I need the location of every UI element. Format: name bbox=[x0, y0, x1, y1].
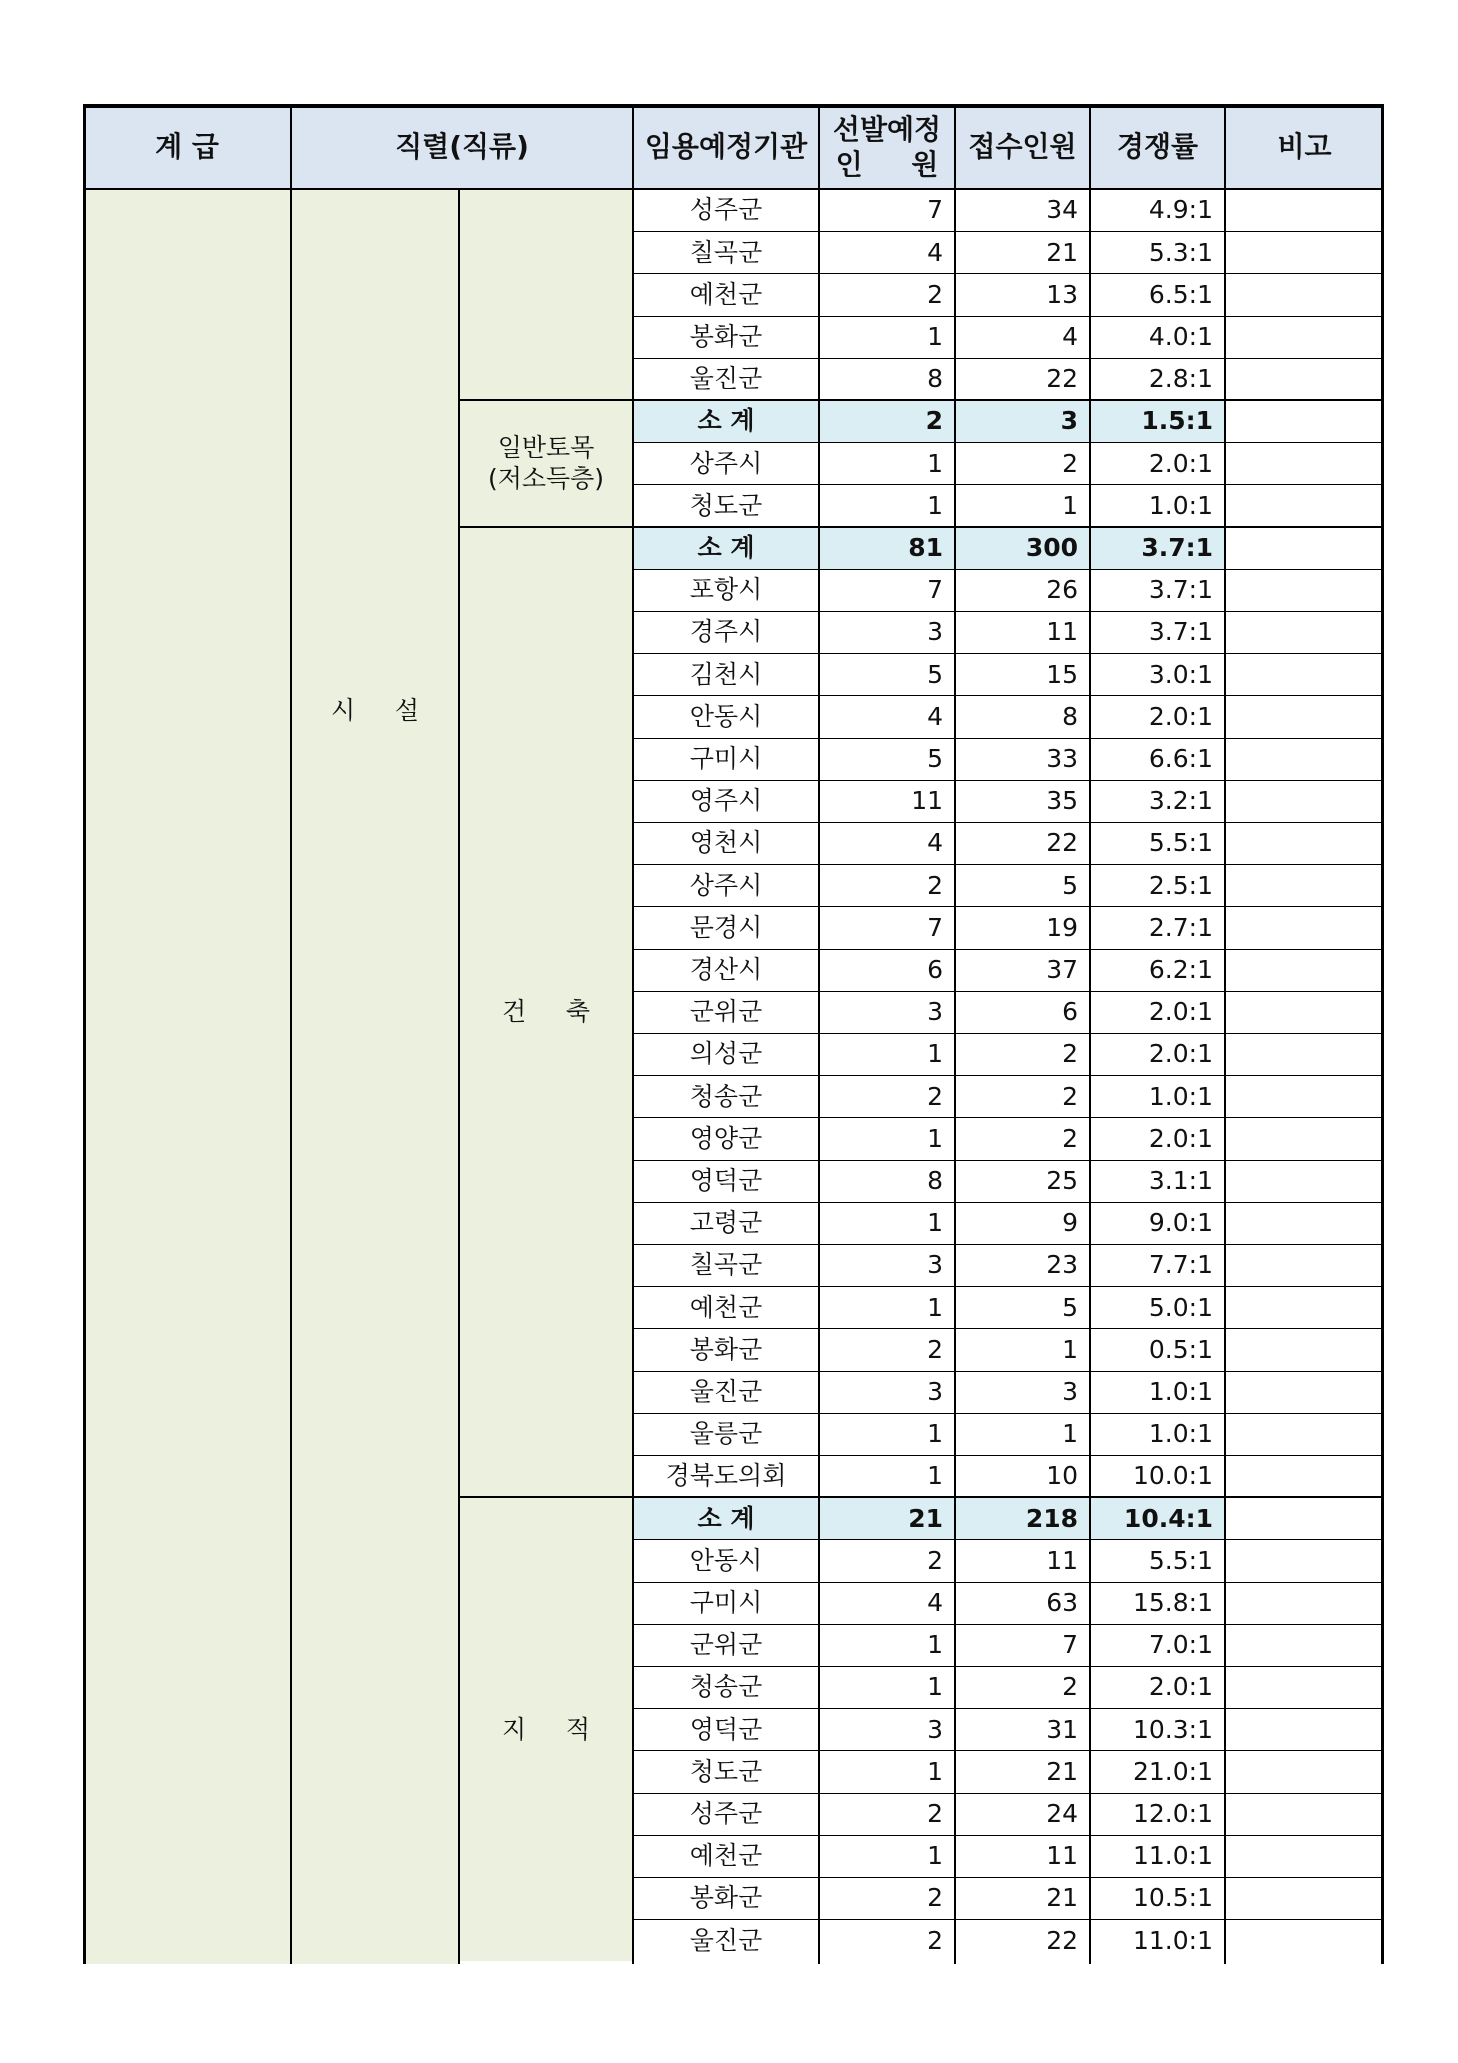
table-row-ratio: 1.0:1 bbox=[1148, 1081, 1213, 1111]
grid-line-horizontal bbox=[633, 1497, 1384, 1498]
grid-line-vertical bbox=[632, 104, 634, 1964]
header-grade: 계 급 bbox=[83, 104, 291, 189]
table-row-planned: 5 bbox=[927, 659, 943, 689]
grid-line-horizontal bbox=[633, 949, 1384, 950]
grid-line-horizontal bbox=[633, 1160, 1384, 1161]
grid-line-horizontal bbox=[633, 1539, 1384, 1540]
table-row-agency: 예천군 bbox=[689, 1841, 763, 1871]
table-row-planned: 2 bbox=[927, 1925, 943, 1955]
table-row-ratio: 2.0:1 bbox=[1148, 448, 1213, 478]
table-row-applicants: 10 bbox=[1046, 1461, 1078, 1491]
subtotal-row-applicants: 218 bbox=[955, 1497, 1090, 1539]
subtotal-row-note bbox=[1225, 1497, 1384, 1539]
table-row-note bbox=[1225, 1539, 1384, 1581]
table-row-ratio: 7.0:1 bbox=[1148, 1630, 1213, 1660]
table-row-applicants: 21 bbox=[1046, 1883, 1078, 1913]
table-row-agency: 봉화군 bbox=[689, 322, 763, 352]
subtotal-row-agency: 소 계 bbox=[633, 1497, 819, 1539]
table-row-planned: 3 bbox=[927, 1714, 943, 1744]
header-note: 비고 bbox=[1225, 104, 1384, 189]
table-row-note bbox=[1225, 864, 1384, 906]
table-row-note bbox=[1225, 1666, 1384, 1708]
table-row-note bbox=[1225, 1244, 1384, 1286]
table-row-note bbox=[1225, 1455, 1384, 1497]
table-row-planned: 6 bbox=[927, 955, 943, 985]
table-row-applicants: 22 bbox=[1046, 364, 1078, 394]
table-row-agency: 청도군 bbox=[689, 490, 763, 520]
table-row-planned: 7 bbox=[927, 195, 943, 225]
table-row-ratio: 4.9:1 bbox=[1148, 195, 1213, 225]
grid-line-horizontal bbox=[633, 484, 1384, 485]
table-row-ratio: 2.0:1 bbox=[1148, 997, 1213, 1027]
table-row-planned: 1 bbox=[927, 490, 943, 520]
grid-line-vertical bbox=[1089, 104, 1091, 1964]
table-row-agency: 영주시 bbox=[689, 786, 763, 816]
table-row-planned: 1 bbox=[927, 1123, 943, 1153]
table-row-ratio: 1.0:1 bbox=[1148, 1419, 1213, 1449]
table-row-agency: 예천군 bbox=[689, 279, 763, 309]
table-row-note bbox=[1225, 358, 1384, 400]
table-row-applicants: 34 bbox=[1046, 195, 1078, 225]
table-row-planned: 1 bbox=[927, 448, 943, 478]
table-row-note bbox=[1225, 822, 1384, 864]
section-name-cell bbox=[459, 400, 633, 527]
table-row-planned: 11 bbox=[911, 786, 943, 816]
table-row-agency: 군위군 bbox=[689, 1630, 763, 1660]
table-row-applicants: 22 bbox=[1046, 1925, 1078, 1955]
grid-line-horizontal bbox=[83, 188, 1384, 190]
table-row-planned: 2 bbox=[927, 1799, 943, 1829]
table-row-agency: 청송군 bbox=[689, 1081, 763, 1111]
table-row-planned: 3 bbox=[927, 617, 943, 647]
table-row-agency: 상주시 bbox=[689, 448, 763, 478]
grid-line-horizontal bbox=[633, 358, 1384, 359]
table-row-agency: 문경시 bbox=[689, 912, 763, 942]
grid-line-horizontal bbox=[633, 231, 1384, 232]
grid-line-horizontal bbox=[633, 991, 1384, 992]
grid-line-horizontal bbox=[633, 1244, 1384, 1245]
table-row-planned: 1 bbox=[927, 1841, 943, 1871]
section-name-line: 지 적 bbox=[501, 1714, 591, 1744]
table-row-ratio: 2.8:1 bbox=[1148, 364, 1213, 394]
table-row-applicants: 5 bbox=[1062, 870, 1078, 900]
recruitment-table bbox=[83, 104, 1384, 1964]
table-row-ratio: 3.2:1 bbox=[1148, 786, 1213, 816]
table-row-agency: 울릉군 bbox=[689, 1419, 763, 1449]
section-name-cell bbox=[459, 527, 633, 1498]
table-row-applicants: 5 bbox=[1062, 1292, 1078, 1322]
grid-line-horizontal bbox=[633, 1835, 1384, 1836]
table-row-applicants: 2 bbox=[1062, 448, 1078, 478]
grid-line-horizontal bbox=[633, 400, 1384, 401]
table-row-applicants: 37 bbox=[1046, 955, 1078, 985]
table-row-planned: 2 bbox=[927, 1883, 943, 1913]
table-row-planned: 1 bbox=[927, 1461, 943, 1491]
grid-line-horizontal bbox=[633, 1413, 1384, 1414]
table-row-ratio: 15.8:1 bbox=[1133, 1588, 1213, 1618]
table-row-planned: 1 bbox=[927, 1630, 943, 1660]
table-row-note bbox=[1225, 1877, 1384, 1919]
table-row-ratio: 2.5:1 bbox=[1148, 870, 1213, 900]
subtotal-row-ratio: 3.7:1 bbox=[1090, 527, 1225, 569]
table-row-planned: 1 bbox=[927, 1419, 943, 1449]
grade-cell bbox=[83, 189, 291, 1964]
table-row-planned: 4 bbox=[927, 828, 943, 858]
table-row-agency: 경북도의회 bbox=[665, 1461, 787, 1491]
grid-line-horizontal bbox=[633, 442, 1384, 443]
subtotal-row-note bbox=[1225, 400, 1384, 442]
table-row-ratio: 11.0:1 bbox=[1133, 1925, 1213, 1955]
table-row-agency: 칠곡군 bbox=[689, 237, 763, 267]
series-name: 시 설 bbox=[330, 696, 420, 725]
header-planned-line1: 선발예정 bbox=[832, 112, 942, 146]
table-row-note bbox=[1225, 273, 1384, 315]
table-row-note bbox=[1225, 1919, 1384, 1961]
table-row-planned: 8 bbox=[927, 1166, 943, 1196]
table-row-ratio: 3.7:1 bbox=[1148, 617, 1213, 647]
grid-line-horizontal bbox=[633, 1286, 1384, 1287]
table-row-note bbox=[1225, 442, 1384, 484]
table-row-agency: 울진군 bbox=[689, 1377, 763, 1407]
table-row-planned: 1 bbox=[927, 1672, 943, 1702]
table-row-applicants: 33 bbox=[1046, 744, 1078, 774]
table-row-note bbox=[1225, 695, 1384, 737]
table-row-note bbox=[1225, 1328, 1384, 1370]
table-row-planned: 1 bbox=[927, 1756, 943, 1786]
table-row-ratio: 3.1:1 bbox=[1148, 1166, 1213, 1196]
table-row-applicants: 24 bbox=[1046, 1799, 1078, 1829]
table-row-note bbox=[1225, 780, 1384, 822]
table-row-planned: 7 bbox=[927, 575, 943, 605]
table-row-planned: 4 bbox=[927, 701, 943, 731]
table-row-agency: 영양군 bbox=[689, 1123, 763, 1153]
table-row-planned: 3 bbox=[927, 1377, 943, 1407]
table-row-applicants: 9 bbox=[1062, 1208, 1078, 1238]
table-row-agency: 구미시 bbox=[689, 1588, 763, 1618]
table-row-note bbox=[1225, 316, 1384, 358]
table-row-ratio: 3.7:1 bbox=[1148, 575, 1213, 605]
table-row-planned: 1 bbox=[927, 1208, 943, 1238]
grid-line-horizontal bbox=[633, 1750, 1384, 1751]
table-row-ratio: 7.7:1 bbox=[1148, 1250, 1213, 1280]
table-row-applicants: 2 bbox=[1062, 1123, 1078, 1153]
table-row-planned: 2 bbox=[927, 870, 943, 900]
table-row-applicants: 2 bbox=[1062, 1672, 1078, 1702]
section-name-cell bbox=[459, 1497, 633, 1961]
header-ratio: 경쟁률 bbox=[1090, 104, 1225, 189]
table-row-agency: 청송군 bbox=[689, 1672, 763, 1702]
table-row-agency: 경산시 bbox=[689, 955, 763, 985]
table-row-applicants: 3 bbox=[1062, 1377, 1078, 1407]
table-row-note bbox=[1225, 569, 1384, 611]
table-row-planned: 2 bbox=[927, 1081, 943, 1111]
grid-line-vertical bbox=[818, 104, 820, 1964]
table-row-applicants: 31 bbox=[1046, 1714, 1078, 1744]
table-row-applicants: 8 bbox=[1062, 701, 1078, 731]
header-planned bbox=[819, 104, 955, 189]
table-row-agency: 성주군 bbox=[689, 195, 763, 225]
table-row-applicants: 35 bbox=[1046, 786, 1078, 816]
table-row-planned: 2 bbox=[927, 1545, 943, 1575]
table-row-note bbox=[1225, 1750, 1384, 1792]
header-applicants: 접수인원 bbox=[955, 104, 1090, 189]
table-row-applicants: 23 bbox=[1046, 1250, 1078, 1280]
table-row-ratio: 12.0:1 bbox=[1133, 1799, 1213, 1829]
table-row-planned: 1 bbox=[927, 322, 943, 352]
table-row-agency: 봉화군 bbox=[689, 1883, 763, 1913]
table-row-ratio: 2.0:1 bbox=[1148, 1123, 1213, 1153]
table-row-agency: 칠곡군 bbox=[689, 1250, 763, 1280]
table-row-ratio: 1.0:1 bbox=[1148, 1377, 1213, 1407]
table-row-applicants: 11 bbox=[1046, 1841, 1078, 1871]
table-row-planned: 7 bbox=[927, 912, 943, 942]
table-row-planned: 5 bbox=[927, 744, 943, 774]
grid-line-horizontal bbox=[633, 1371, 1384, 1372]
grid-line-horizontal bbox=[633, 822, 1384, 823]
table-row-applicants: 4 bbox=[1062, 322, 1078, 352]
table-row-applicants: 1 bbox=[1062, 490, 1078, 520]
table-row-applicants: 11 bbox=[1046, 1545, 1078, 1575]
grid-line-horizontal bbox=[633, 1793, 1384, 1794]
grid-line-horizontal bbox=[633, 653, 1384, 654]
table-row-note bbox=[1225, 906, 1384, 948]
table-row-ratio: 5.0:1 bbox=[1148, 1292, 1213, 1322]
table-row-note bbox=[1225, 1371, 1384, 1413]
subtotal-row-applicants: 3 bbox=[955, 400, 1090, 442]
section-name-line: 일반토목 bbox=[497, 433, 595, 463]
table-row-planned: 4 bbox=[927, 1588, 943, 1618]
grid-line-horizontal bbox=[633, 695, 1384, 696]
grid-line-horizontal bbox=[633, 1202, 1384, 1203]
grid-line-horizontal bbox=[633, 864, 1384, 865]
header-planned-line2: 인 원 bbox=[835, 147, 939, 181]
table-row-planned: 1 bbox=[927, 1039, 943, 1069]
table-row-planned: 2 bbox=[927, 1334, 943, 1364]
grid-line-horizontal bbox=[633, 1582, 1384, 1583]
subtotal-row-agency: 소 계 bbox=[633, 527, 819, 569]
table-row-planned: 8 bbox=[927, 364, 943, 394]
subtotal-row-applicants: 300 bbox=[955, 527, 1090, 569]
table-row-agency: 청도군 bbox=[689, 1756, 763, 1786]
header-agency: 임용예정기관 bbox=[633, 104, 819, 189]
table-row-applicants: 21 bbox=[1046, 237, 1078, 267]
table-row-applicants: 7 bbox=[1062, 1630, 1078, 1660]
section-name-line: (저소득층) bbox=[487, 464, 605, 494]
table-row-note bbox=[1225, 949, 1384, 991]
table-row-applicants: 15 bbox=[1046, 659, 1078, 689]
subtotal-row-planned: 21 bbox=[819, 1497, 955, 1539]
table-row-ratio: 1.0:1 bbox=[1148, 490, 1213, 520]
table-row-applicants: 11 bbox=[1046, 617, 1078, 647]
table-row-note bbox=[1225, 189, 1384, 231]
table-row-planned: 3 bbox=[927, 997, 943, 1027]
table-row-applicants: 2 bbox=[1062, 1081, 1078, 1111]
subtotal-row-ratio: 1.5:1 bbox=[1090, 400, 1225, 442]
table-row-applicants: 1 bbox=[1062, 1334, 1078, 1364]
table-row-applicants: 26 bbox=[1046, 575, 1078, 605]
table-row-note bbox=[1225, 1708, 1384, 1750]
series-cell bbox=[291, 189, 459, 1964]
table-row-note bbox=[1225, 1624, 1384, 1666]
grid-line-horizontal bbox=[633, 611, 1384, 612]
grid-line-horizontal bbox=[633, 906, 1384, 907]
subtotal-row-note bbox=[1225, 527, 1384, 569]
table-row-applicants: 13 bbox=[1046, 279, 1078, 309]
table-row-applicants: 19 bbox=[1046, 912, 1078, 942]
table-row-note bbox=[1225, 1835, 1384, 1877]
table-row-agency: 안동시 bbox=[689, 1545, 763, 1575]
table-row-ratio: 6.5:1 bbox=[1148, 279, 1213, 309]
table-row-note bbox=[1225, 991, 1384, 1033]
grid-line-horizontal bbox=[633, 569, 1384, 570]
grid-line-horizontal bbox=[633, 527, 1384, 528]
table-row-note bbox=[1225, 738, 1384, 780]
table-row-agency: 영천시 bbox=[689, 828, 763, 858]
table-row-ratio: 10.0:1 bbox=[1133, 1461, 1213, 1491]
grid-line-vertical bbox=[458, 189, 460, 1964]
table-row-agency: 성주군 bbox=[689, 1799, 763, 1829]
table-row-agency: 봉화군 bbox=[689, 1334, 763, 1364]
table-row-note bbox=[1225, 1202, 1384, 1244]
subtotal-row-ratio: 10.4:1 bbox=[1090, 1497, 1225, 1539]
table-row-applicants: 2 bbox=[1062, 1039, 1078, 1069]
grid-line-horizontal bbox=[633, 273, 1384, 274]
table-row-applicants: 63 bbox=[1046, 1588, 1078, 1618]
table-row-ratio: 10.5:1 bbox=[1133, 1883, 1213, 1913]
table-row-agency: 의성군 bbox=[689, 1039, 763, 1069]
table-row-ratio: 11.0:1 bbox=[1133, 1841, 1213, 1871]
table-row-note bbox=[1225, 653, 1384, 695]
grid-line-vertical bbox=[1224, 104, 1226, 1964]
table-row-agency: 군위군 bbox=[689, 997, 763, 1027]
table-row-note bbox=[1225, 1117, 1384, 1159]
table-row-ratio: 4.0:1 bbox=[1148, 322, 1213, 352]
table-row-note bbox=[1225, 1286, 1384, 1328]
table-row-applicants: 25 bbox=[1046, 1166, 1078, 1196]
table-row-agency: 상주시 bbox=[689, 870, 763, 900]
grid-line-vertical bbox=[1381, 104, 1384, 1964]
table-row-note bbox=[1225, 1160, 1384, 1202]
table-row-planned: 4 bbox=[927, 237, 943, 267]
table-row-note bbox=[1225, 1582, 1384, 1624]
grid-line-horizontal bbox=[633, 780, 1384, 781]
table-row-ratio: 6.2:1 bbox=[1148, 955, 1213, 985]
table-row-ratio: 2.0:1 bbox=[1148, 1039, 1213, 1069]
table-row-agency: 예천군 bbox=[689, 1292, 763, 1322]
grid-line-horizontal bbox=[633, 1075, 1384, 1076]
table-row-applicants: 1 bbox=[1062, 1419, 1078, 1449]
table-row-note bbox=[1225, 1413, 1384, 1455]
grid-line-horizontal bbox=[633, 1919, 1384, 1920]
table-row-ratio: 0.5:1 bbox=[1148, 1334, 1213, 1364]
table-row-ratio: 9.0:1 bbox=[1148, 1208, 1213, 1238]
table-row-note bbox=[1225, 484, 1384, 526]
table-row-ratio: 5.5:1 bbox=[1148, 828, 1213, 858]
table-row-agency: 울진군 bbox=[689, 364, 763, 394]
subtotal-row-planned: 2 bbox=[819, 400, 955, 442]
table-row-planned: 1 bbox=[927, 1292, 943, 1322]
table-row-note bbox=[1225, 231, 1384, 273]
table-row-planned: 3 bbox=[927, 1250, 943, 1280]
table-row-note bbox=[1225, 1033, 1384, 1075]
table-row-agency: 안동시 bbox=[689, 701, 763, 731]
grid-line-vertical bbox=[83, 104, 86, 1964]
table-row-ratio: 2.0:1 bbox=[1148, 701, 1213, 731]
table-row-agency: 울진군 bbox=[689, 1925, 763, 1955]
table-row-ratio: 5.5:1 bbox=[1148, 1545, 1213, 1575]
table-row-agency: 포항시 bbox=[689, 575, 763, 605]
grid-line-horizontal bbox=[633, 1455, 1384, 1456]
table-row-ratio: 2.7:1 bbox=[1148, 912, 1213, 942]
grid-line-horizontal bbox=[633, 1624, 1384, 1625]
table-row-ratio: 3.0:1 bbox=[1148, 659, 1213, 689]
grid-line-vertical bbox=[954, 104, 956, 1964]
table-row-planned: 2 bbox=[927, 279, 943, 309]
grid-line-horizontal bbox=[633, 1117, 1384, 1118]
grid-line-horizontal bbox=[633, 738, 1384, 739]
table-row-ratio: 5.3:1 bbox=[1148, 237, 1213, 267]
grid-line-horizontal bbox=[633, 1877, 1384, 1878]
grid-line-horizontal bbox=[633, 1328, 1384, 1329]
table-row-agency: 경주시 bbox=[689, 617, 763, 647]
table-row-agency: 고령군 bbox=[689, 1208, 763, 1238]
table-row-applicants: 21 bbox=[1046, 1756, 1078, 1786]
table-row-applicants: 22 bbox=[1046, 828, 1078, 858]
table-row-ratio: 10.3:1 bbox=[1133, 1714, 1213, 1744]
grid-line-horizontal bbox=[633, 316, 1384, 317]
header-series: 직렬(직류) bbox=[291, 104, 633, 189]
grid-line-horizontal bbox=[633, 1708, 1384, 1709]
table-row-note bbox=[1225, 611, 1384, 653]
table-row-ratio: 21.0:1 bbox=[1133, 1756, 1213, 1786]
section-name-cell bbox=[459, 189, 633, 400]
grid-line-horizontal bbox=[83, 104, 1384, 108]
subtotal-row-planned: 81 bbox=[819, 527, 955, 569]
grid-line-vertical bbox=[290, 104, 292, 1964]
table-row-agency: 영덕군 bbox=[689, 1166, 763, 1196]
grid-line-horizontal bbox=[633, 1033, 1384, 1034]
table-row-agency: 영덕군 bbox=[689, 1714, 763, 1744]
table-row-ratio: 6.6:1 bbox=[1148, 744, 1213, 774]
section-name-line: 건 축 bbox=[501, 997, 591, 1027]
table-row-note bbox=[1225, 1793, 1384, 1835]
table-row-agency: 김천시 bbox=[689, 659, 763, 689]
table-row-agency: 구미시 bbox=[689, 744, 763, 774]
table-row-applicants: 6 bbox=[1062, 997, 1078, 1027]
table-row-ratio: 2.0:1 bbox=[1148, 1672, 1213, 1702]
grid-line-horizontal bbox=[633, 1666, 1384, 1667]
subtotal-row-agency: 소 계 bbox=[633, 400, 819, 442]
table-row-note bbox=[1225, 1075, 1384, 1117]
